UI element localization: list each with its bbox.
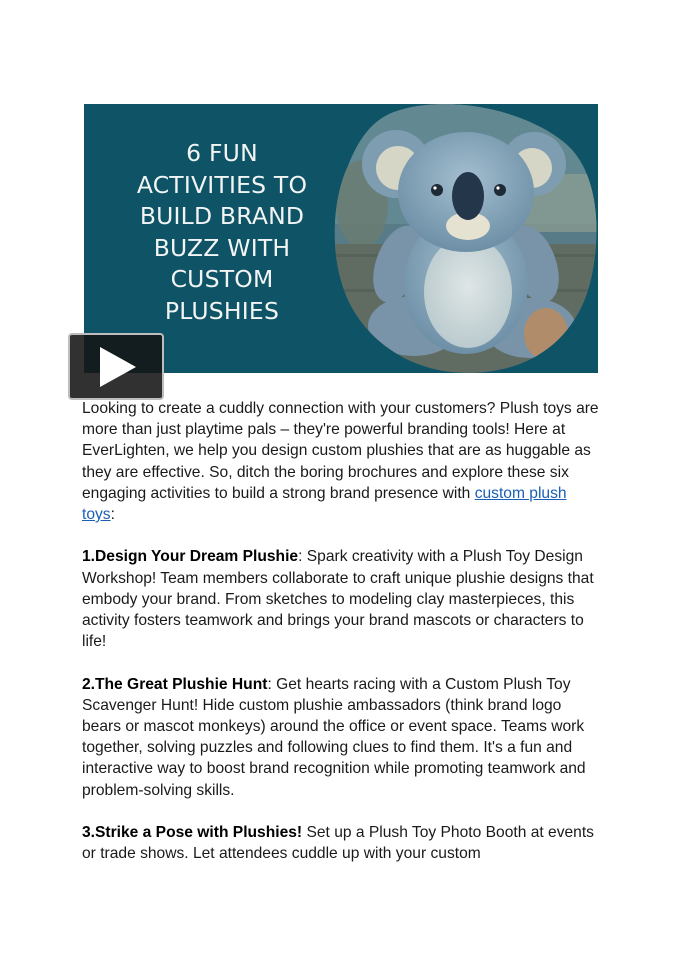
activity-separator: : xyxy=(298,548,303,566)
koala-plush-image xyxy=(334,104,598,373)
custom-plush-toys-link[interactable]: custom plush toys xyxy=(82,484,567,524)
banner-title-line: BUILD BRAND xyxy=(139,202,305,231)
activity-item xyxy=(82,546,602,652)
activity-item xyxy=(82,822,602,864)
activity-separator: : xyxy=(267,675,272,693)
banner-title-line: 6 FUN xyxy=(186,139,258,167)
activity-body: Set up a Plush Toy Photo Booth at events or trade shows. Let attendees cuddle up with your custom xyxy=(82,824,594,863)
article-body xyxy=(82,398,602,886)
activity-body: Spark creativity with a Plush Toy Design Workshop! Team members collaborate to craft unique plushie designs that embody your brand. From sketches to modeling clay masterpieces, this activity fosters teamwork and brings your brand mascots or characters to life! xyxy=(82,548,594,651)
activity-item xyxy=(82,674,602,801)
banner-title-line: PLUSHIES xyxy=(164,296,280,325)
activity-title: 3.Strike a Pose with Plushies! xyxy=(82,824,303,842)
activity-title: 2.The Great Plushie Hunt xyxy=(82,675,268,693)
intro-text-end: : xyxy=(110,506,115,524)
intro-text: Looking to create a cuddly connection with your customers? Plush toys are more than just playtime pals – they're powerful branding tools! Here at EverLighten, we help you design custom plushies that are as huggable as they are effective. So, ditch the boring brochures and explore these six engaging activities to build a strong brand presence with xyxy=(82,400,599,502)
activity-body: Get hearts racing with a Custom Plush Toy Scavenger Hunt! Hide custom plushie ambassadors (think brand logo bears or mascot monkeys) around the office or event space. Teams work together, solving puzzles and following clues to find them. It's a fun and interactive way to boost brand recognition while promoting teamwork and problem-solving skills. xyxy=(82,675,586,799)
koala-plush-icon xyxy=(334,104,598,373)
intro-paragraph xyxy=(82,398,602,525)
banner-title xyxy=(104,138,340,328)
banner-title-line: CUSTOM xyxy=(170,265,274,294)
activity-title: 1.Design Your Dream Plushie xyxy=(82,548,299,566)
banner-title-line: ACTIVITIES TO xyxy=(136,170,308,199)
banner-title-line: BUZZ WITH xyxy=(153,233,291,262)
play-video-button[interactable] xyxy=(68,333,164,400)
play-icon xyxy=(100,347,136,387)
